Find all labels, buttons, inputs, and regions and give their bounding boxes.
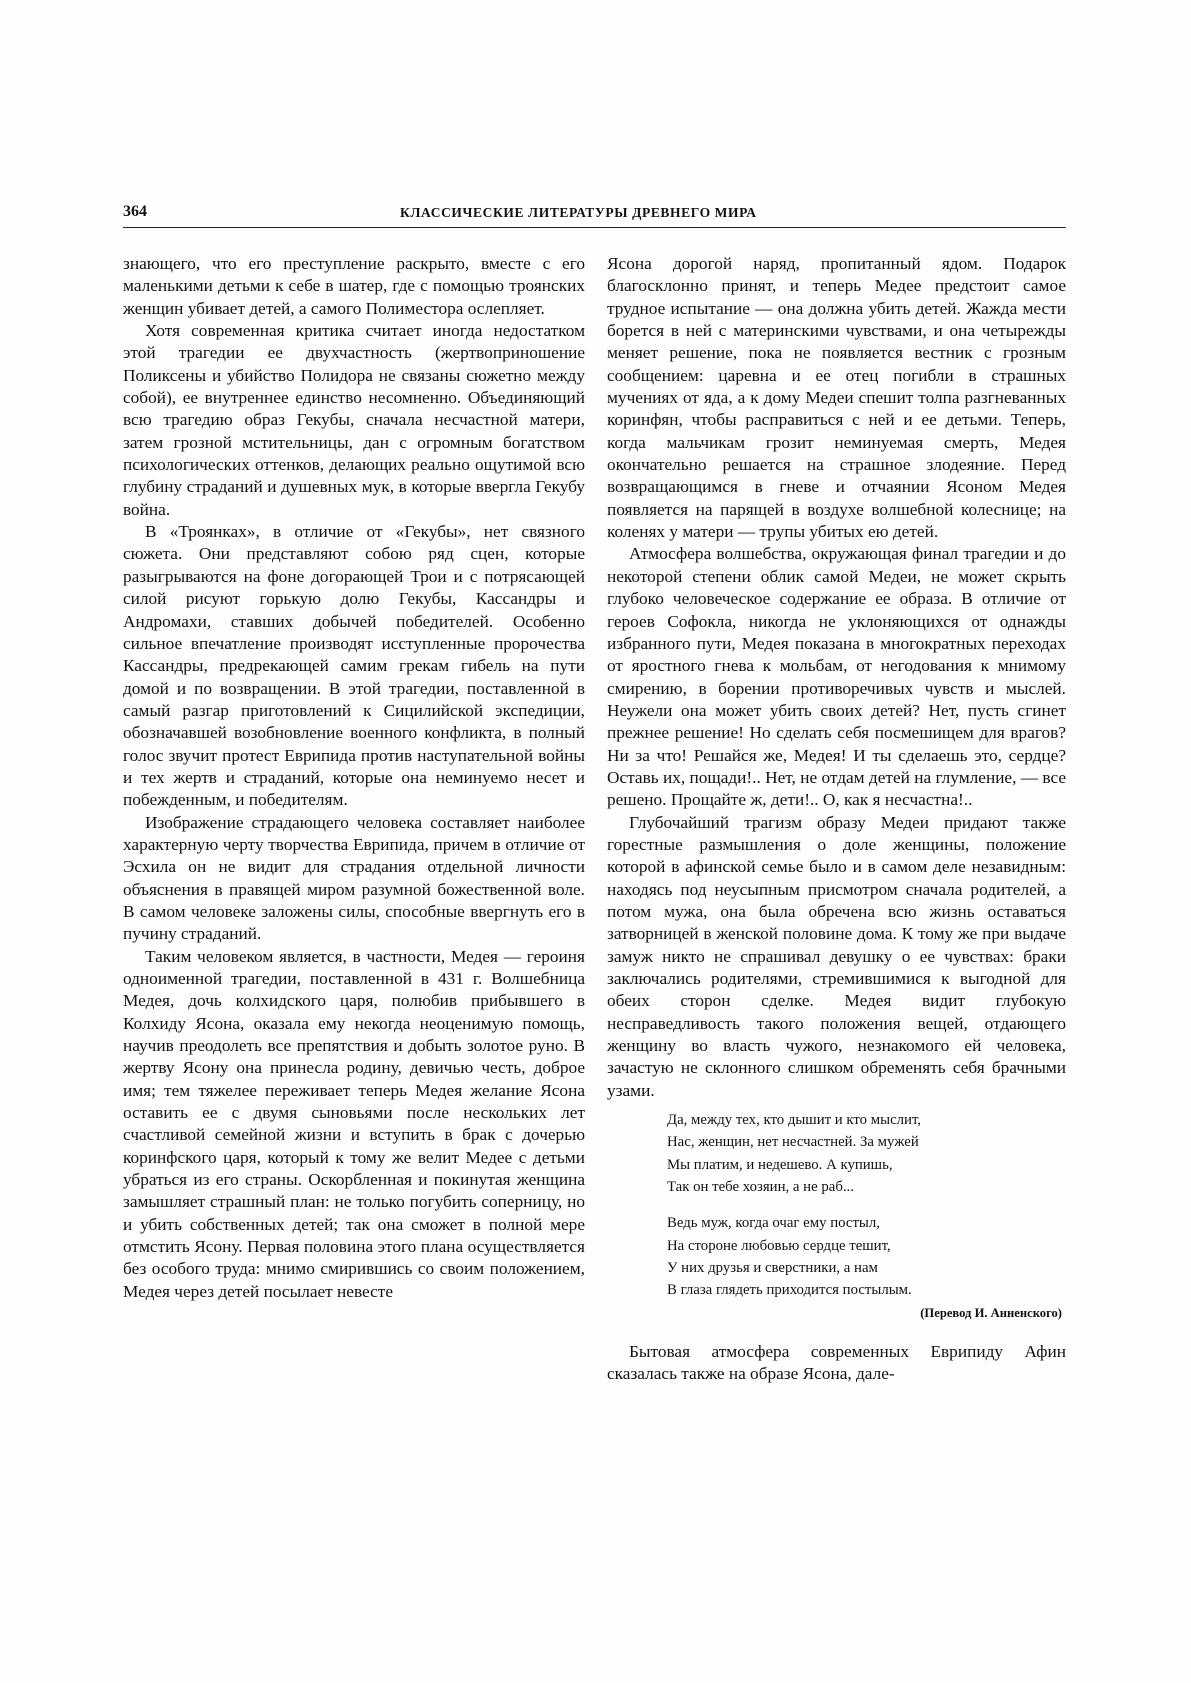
paragraph: Изображение страдающего человека составляет наиболее характерную черту творчества Еврипида, причем в отличие от Эсхила он не видит для страдания отдельной личности объяснения в правящей миром разумной божественной воле. В самом человеке заложены силы, способные ввергнуть его в пучину страданий.: [123, 812, 585, 944]
running-title: КЛАССИЧЕСКИЕ ЛИТЕРАТУРЫ ДРЕВНЕГО МИРА: [400, 205, 757, 220]
paragraph: Бытовая атмосфера современных Еврипиду Афин сказалась также на образе Ясона, дале-: [607, 1341, 1066, 1384]
poem-line: У них друзья и сверстники, а нам: [667, 1259, 878, 1276]
page-header: [123, 203, 1066, 227]
poem-line: Ведь муж, когда очаг ему постыл,: [667, 1215, 880, 1232]
poem-line: Мы платим, и недешево. А купишь,: [667, 1156, 893, 1173]
paragraph: Атмосфера волшебства, окружающая финал трагедии и до некоторой степени облик самой Медеи, не может скрыть глубоко человеческое содержание ее образа. В отличие от героев Софокла, никогда не уклоняющихся от однажды избранного пути, Медея показана в многократных переходах от яростного гнева к мольбам, от негодования к мнимому смирению, в борении противоречивых чувств и мыслей. Неужели она может убить своих детей? Нет, пусть сгинет прежнее решение! Но сделать себя посмешищем для врагов? Ни за что! Решайся же, Медея! И ты сделаешь это, сердце? Оставь их, пощади!.. Нет, не отдам детей на глумление, — все решено. Прощайте ж, дети!.. О, как я несчастна!..: [607, 544, 1066, 810]
right-column: [607, 253, 1066, 1385]
paragraph: Глубочайший трагизм образу Медеи придают также горестные размышления о доле женщины, положение которой в афинской семье было и в самом деле незавидным: находясь под неусыпным присмотром сначала родителей, а потом мужа, она была обречена всю жизнь оставаться затворницей в женской половине дома. К тому же при выдаче замуж никто не спрашивал девушку о ее чувствах: браки заключались родителями, стремившимися к выгодной для обеих сторон сделке. Медея видит глубокую несправедливость такого положения вещей, отдающего женщину во власть чужого, незнакомого ей человека, зачастую не склонного слишком обременять себя брачными узами.: [607, 812, 1066, 1100]
paragraph: Ясона дорогой наряд, пропитанный ядом. Подарок благосклонно принят, и теперь Медее предстоит самое трудное испытание — она должна убить детей. Жажда мести борется в ней с материнскими чувствами, и она четырежды меняет решение, пока не появляется вестник с грозным сообщением: царевна и ее отец погибли в страшных мучениях от яда, а к дому Медеи спешит толпа разгневанных коринфян, чтобы расправиться с ней и ее детьми. Теперь, когда мальчикам грозит неминуемая смерть, Медея окончательно решается на страшное злодеяние. Перед возвращающимся в гневе и отчаянии Ясоном Медея появляется на парящей в воздухе волшебной колеснице; на коленях у матери — трупы убитых ею детей.: [607, 254, 1066, 542]
paragraph: знающего, что его преступление раскрыто, вместе с его маленькими детьми к себе в шатер, где с помощью троянских женщин убивает детей, а самого Полиместора ослепляет.: [123, 254, 585, 318]
paragraph: Хотя современная критика считает иногда недостатком этой трагедии ее двухчастность (жертвоприношение Поликсены и убийство Полидора не связаны сюжетно между собой), ее внутреннее единство несомненно. Объединяющий всю трагедию образ Гекубы, сначала несчастной матери, затем грозной мстительницы, дан с огромным богатством психологических оттенков, делающих реально ощутимой всю глубину страданий и душевных мук, в которые ввергла Гекубу война.: [123, 321, 585, 519]
poem-line: Так он тебе хозяин, а не раб...: [667, 1178, 854, 1195]
poem-line: На стороне любовью сердце тешит,: [667, 1237, 891, 1254]
poem-line: Да, между тех, кто дышит и кто мыслит,: [667, 1112, 921, 1129]
page-number: 364: [123, 203, 147, 220]
left-column: [123, 253, 585, 1303]
poem-line: В глаза глядеть приходится постылым.: [667, 1282, 912, 1299]
paragraph: Таким человеком является, в частности, Медея — героиня одноименной трагедии, поставленной в 431 г. Волшебница Медея, дочь колхидского царя, полюбив прибывшего в Колхиду Ясона, оказала ему некогда неоценимую помощь, научив преодолеть все препятствия и добыть золотое руно. В жертву Ясону она принесла родину, девичью честь, доброе имя; тем тяжелее переживает теперь Медея желание Ясона оставить ее с двумя сыновьями после нескольких лет счастливой семейной жизни и вступить в брак с дочерью коринфского царя, который к тому же велит Медее с детьми убраться из его страны. Оскорбленная и покинутая женщина замышляет страшный план: не только погубить соперницу, но и убить собственных детей; так она сможет в полной мере отмстить Ясону. Первая половина этого плана осуществляется без особого труда: мнимо смирившись со своим положением, Медея через детей посылает невесте: [123, 946, 585, 1301]
poem-quote: [607, 1109, 1066, 1325]
paragraph: В «Троянках», в отличие от «Гекубы», нет связного сюжета. Они представляют собою ряд сцен, которые разыгрываются на фоне догорающей Трои и с потрясающей силой рисуют горькую долю Гекубы, Кассандры и Андромахи, ставших добычей победителей. Особенно сильное впечатление производят исступленные пророчества Кассандры, предрекающей самим грекам гибель на пути домой и по возвращении. В этой трагедии, поставленной в самый разгар приготовлений к Сицилийской экспедиции, обозначавшей возобновление военного конфликта, в полный голос звучит протест Еврипида против наступательной войны и тех жертв и страданий, которые она неминуемо несет и побежденным, и победителям.: [123, 522, 585, 810]
stanza-gap: [667, 1198, 1066, 1212]
translation-credit: (Перевод И. Анненского): [920, 1306, 1062, 1321]
header-rule: [123, 227, 1066, 228]
poem-line: Нас, женщин, нет несчастней. За мужей: [667, 1134, 919, 1151]
